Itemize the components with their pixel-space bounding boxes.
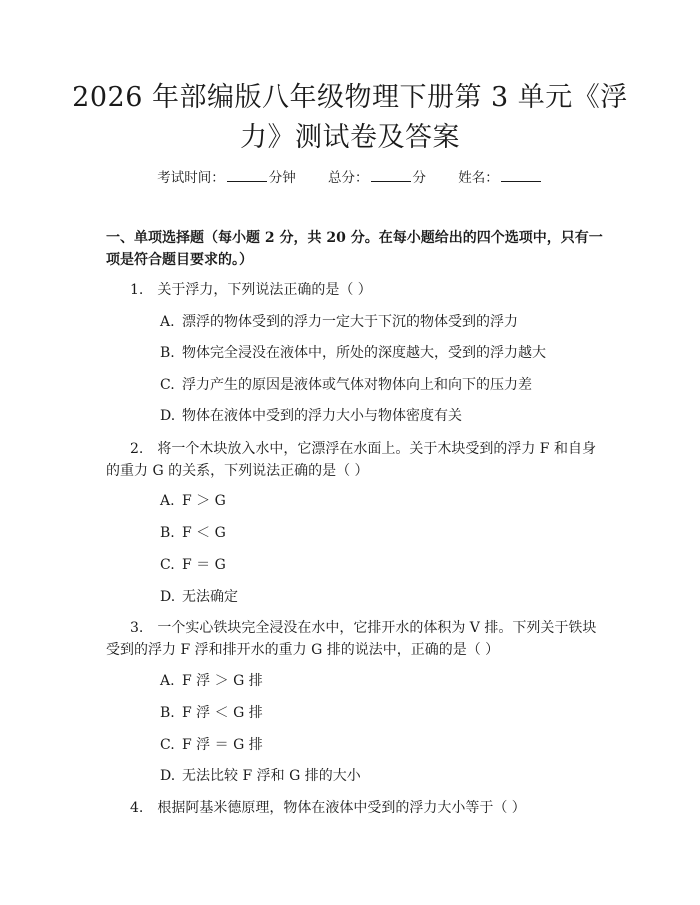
question-2-option-d (160, 586, 600, 608)
option-text: F 浮 ＞ G 排 (182, 673, 263, 689)
exam-meta-line (0, 168, 700, 188)
option-letter: C. (160, 737, 175, 753)
option-letter: D. (160, 589, 176, 605)
total-score-field (328, 168, 426, 188)
question-2-stem (106, 438, 604, 482)
option-text: 物体在液体中受到的浮力大小与物体密度有关 (182, 408, 462, 424)
exam-time-unit: 分钟 (268, 170, 296, 186)
student-name-blank (501, 169, 541, 182)
question-1-stem (106, 279, 604, 301)
question-number: 3. (130, 620, 144, 636)
option-letter: B. (160, 345, 175, 361)
question-number: 2. (130, 441, 144, 457)
total-score-blank (371, 169, 411, 182)
option-letter: D. (160, 408, 176, 424)
exam-time-field (157, 168, 296, 188)
question-4-stem (106, 797, 604, 819)
section-heading: 一、单项选择题（每小题 2 分，共 20 分。在每小题给出的四个选项中，只有一项是符合题目要求的。） (106, 230, 603, 268)
total-score-unit: 分 (412, 170, 426, 186)
option-text: 无法比较 F 浮和 G 排的大小 (182, 768, 361, 784)
option-letter: A. (160, 493, 175, 509)
option-text: F ＝ G (182, 557, 226, 573)
question-1-option-d (160, 405, 600, 427)
question-text: 关于浮力，下列说法正确的是（ ） (157, 282, 372, 298)
option-text: 物体完全浸没在液体中，所处的深度越大，受到的浮力越大 (182, 345, 546, 361)
question-1-option-a (160, 311, 600, 333)
option-text: F ＞ G (182, 493, 226, 509)
question-1-option-b (160, 342, 600, 364)
option-letter: C. (160, 377, 175, 393)
option-text: 无法确定 (182, 589, 238, 605)
question-3-stem (106, 617, 604, 661)
question-3-option-c (160, 734, 600, 756)
question-number: 4. (130, 800, 144, 816)
question-3-option-d (160, 765, 600, 787)
option-text: 浮力产生的原因是液体或气体对物体向上和向下的压力差 (182, 377, 532, 393)
student-name-field (458, 168, 543, 188)
question-text: 根据阿基米德原理，物体在液体中受到的浮力大小等于（ ） (157, 800, 526, 816)
exam-time-label: 考试时间： (157, 170, 225, 186)
question-2-option-a (160, 490, 600, 512)
option-text: 漂浮的物体受到的浮力一定大于下沉的物体受到的浮力 (182, 314, 518, 330)
option-text: F 浮 ＝ G 排 (182, 737, 263, 753)
option-text: F ＜ G (182, 525, 226, 541)
option-letter: A. (160, 673, 175, 689)
option-letter: A. (160, 314, 175, 330)
question-text: 将一个木块放入水中，它漂浮在水面上。关于木块受到的浮力 F 和自身的重力 G 的关系，下列说法正确的是（ ） (106, 441, 596, 479)
question-text: 一个实心铁块完全浸没在水中，它排开水的体积为 V 排。下列关于铁块受到的浮力 F 浮和排开水的重力 G 排的说法中，正确的是（ ） (106, 620, 597, 658)
question-number: 1. (130, 282, 144, 298)
exam-time-blank (227, 169, 267, 182)
total-score-label: 总分： (328, 170, 369, 186)
option-letter: B. (160, 705, 175, 721)
option-text: F 浮 ＜ G 排 (182, 705, 263, 721)
option-letter: D. (160, 768, 176, 784)
option-letter: C. (160, 557, 175, 573)
option-letter: B. (160, 525, 175, 541)
question-3-option-b (160, 702, 600, 724)
page-title: 2026 年部编版八年级物理下册第 3 单元《浮力》测试卷及答案 (72, 82, 628, 153)
question-2-option-b (160, 522, 600, 544)
question-1-option-c (160, 374, 600, 396)
student-name-label: 姓名： (458, 170, 499, 186)
question-3-option-a (160, 670, 600, 692)
question-2-option-c (160, 554, 600, 576)
